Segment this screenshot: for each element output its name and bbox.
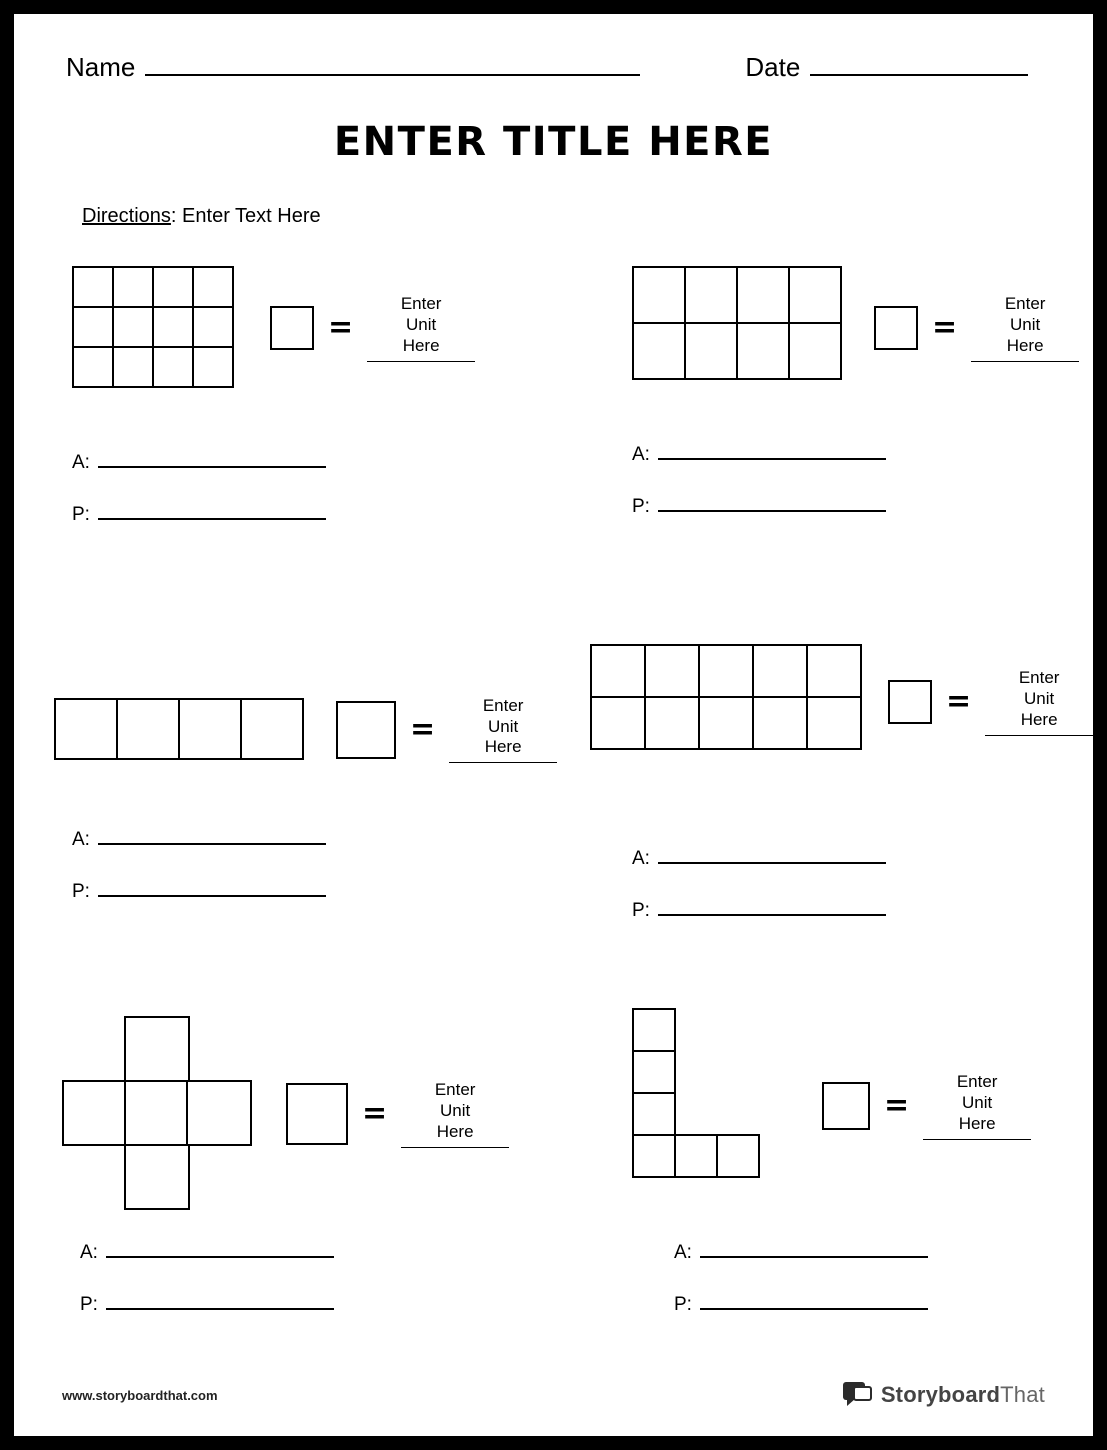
unit-line-1: Enter bbox=[956, 1072, 998, 1092]
grid-cell bbox=[124, 1144, 190, 1210]
problem-2-figure-row bbox=[632, 266, 1079, 390]
grid-cell bbox=[590, 644, 646, 698]
grid-cell bbox=[112, 306, 154, 348]
unit-line-1: Enter bbox=[1004, 294, 1046, 314]
grid-cell bbox=[54, 698, 118, 760]
equals-sign: = bbox=[362, 1096, 388, 1131]
perimeter-label: P: bbox=[632, 496, 650, 517]
unit-line-1: Enter bbox=[1018, 668, 1060, 688]
problem-6-figure-row bbox=[632, 1008, 1031, 1204]
grid-cell bbox=[716, 1134, 760, 1178]
problem-6 bbox=[632, 1008, 1031, 1316]
worksheet-sheet bbox=[14, 14, 1093, 1436]
name-input-line[interactable] bbox=[145, 52, 640, 76]
problem-3 bbox=[54, 696, 557, 903]
problem-4 bbox=[590, 644, 1093, 922]
unit-line-2: Unit bbox=[488, 716, 519, 736]
grid-cell bbox=[72, 306, 114, 348]
unit-line-3: Here bbox=[436, 1121, 474, 1141]
area-input-line[interactable] bbox=[658, 440, 886, 460]
grid-cell bbox=[806, 644, 862, 698]
problem-2 bbox=[632, 266, 1079, 518]
grid-cell bbox=[752, 644, 808, 698]
grid-cell bbox=[632, 266, 686, 324]
perimeter-input-line[interactable] bbox=[700, 1290, 928, 1310]
problem-1-answers bbox=[72, 448, 475, 526]
speech-bubble-icon bbox=[843, 1382, 873, 1408]
grid-cell bbox=[116, 698, 180, 760]
equals-sign: = bbox=[884, 1088, 910, 1123]
problem-6-shape bbox=[632, 1008, 760, 1204]
grid-cell bbox=[788, 322, 842, 380]
date-label: Date bbox=[745, 52, 801, 82]
page-title: ENTER TITLE HERE bbox=[333, 119, 774, 165]
problem-2-shape bbox=[632, 266, 848, 390]
area-input-line[interactable] bbox=[98, 825, 326, 845]
directions-separator: : bbox=[170, 205, 183, 227]
website-url[interactable]: www.storyboardthat.com bbox=[62, 1387, 218, 1403]
grid-cell bbox=[752, 696, 808, 750]
area-label: A: bbox=[72, 452, 90, 473]
problem-4-perimeter-line bbox=[632, 896, 1093, 922]
grid-cell bbox=[62, 1080, 128, 1146]
problem-1-figure-row bbox=[72, 266, 475, 390]
area-label: A: bbox=[80, 1242, 98, 1263]
problem-4-area-line bbox=[632, 844, 1093, 870]
grid-cell bbox=[240, 698, 304, 760]
area-input-line[interactable] bbox=[658, 844, 886, 864]
perimeter-label: P: bbox=[632, 900, 650, 921]
grid-cell bbox=[192, 306, 234, 348]
unit-line-3: Here bbox=[1006, 335, 1044, 355]
problem-5-figure-row bbox=[62, 1016, 509, 1212]
grid-cell bbox=[124, 1016, 190, 1082]
equals-sign: = bbox=[932, 310, 958, 345]
grid-cell bbox=[72, 266, 114, 308]
problem-1-unit-label[interactable] bbox=[367, 294, 475, 361]
problem-3-answers bbox=[72, 825, 557, 903]
perimeter-label: P: bbox=[72, 881, 90, 903]
grid-cell bbox=[698, 644, 754, 698]
area-label: A: bbox=[632, 444, 650, 465]
grid-cell bbox=[192, 346, 234, 388]
equals-sign: = bbox=[328, 310, 354, 345]
problem-6-answers bbox=[674, 1238, 1031, 1316]
brand-name-bold: Storyboard bbox=[880, 1382, 1001, 1407]
area-label: A: bbox=[632, 848, 650, 869]
problem-4-shape bbox=[590, 644, 862, 760]
problem-5-perimeter-line bbox=[80, 1290, 509, 1316]
footer bbox=[62, 1382, 1045, 1408]
perimeter-label: P: bbox=[72, 504, 90, 525]
problem-3-area-line bbox=[72, 825, 557, 851]
area-label: A: bbox=[72, 829, 90, 851]
problem-2-area-line bbox=[632, 440, 1079, 466]
directions-text: Enter Text Here bbox=[182, 205, 321, 227]
perimeter-input-line[interactable] bbox=[106, 1290, 334, 1310]
problem-5-unit-box[interactable] bbox=[286, 1083, 348, 1145]
grid-cell bbox=[124, 1080, 190, 1146]
unit-line-3: Here bbox=[402, 335, 440, 355]
grid-cell bbox=[632, 322, 686, 380]
perimeter-input-line[interactable] bbox=[658, 896, 886, 916]
unit-line-1: Enter bbox=[434, 1080, 476, 1100]
grid-cell bbox=[72, 346, 114, 388]
grid-cell bbox=[684, 266, 738, 324]
grid-cell bbox=[806, 696, 862, 750]
grid-cell bbox=[684, 322, 738, 380]
problems-container bbox=[62, 256, 1060, 1316]
problem-1-area-line bbox=[72, 448, 475, 474]
unit-line-3: Here bbox=[1020, 709, 1058, 729]
header-row bbox=[62, 52, 1045, 83]
problem-4-unit-box[interactable] bbox=[888, 680, 932, 724]
problem-5-area-line bbox=[80, 1238, 509, 1264]
grid-cell bbox=[698, 696, 754, 750]
grid-cell bbox=[632, 1008, 676, 1052]
problem-6-unit-box[interactable] bbox=[822, 1082, 870, 1130]
area-input-line[interactable] bbox=[700, 1238, 928, 1258]
problem-3-perimeter-line bbox=[72, 877, 557, 903]
problem-3-unit-box[interactable] bbox=[336, 701, 396, 759]
grid-cell bbox=[152, 306, 194, 348]
problem-4-figure-row bbox=[590, 644, 1093, 760]
grid-cell bbox=[590, 696, 646, 750]
unit-line-1: Enter bbox=[400, 294, 442, 314]
grid-cell bbox=[632, 1050, 676, 1094]
problem-5-unit-label[interactable] bbox=[401, 1080, 509, 1147]
unit-line-2: Unit bbox=[1010, 315, 1041, 335]
area-input-line[interactable] bbox=[98, 448, 326, 468]
grid-cell bbox=[632, 1092, 676, 1136]
problem-1-unit-box[interactable] bbox=[270, 306, 314, 350]
grid-cell bbox=[112, 346, 154, 388]
grid-cell bbox=[192, 266, 234, 308]
grid-cell bbox=[644, 644, 700, 698]
problem-4-unit-label[interactable] bbox=[985, 668, 1093, 735]
grid-cell bbox=[152, 266, 194, 308]
perimeter-input-line[interactable] bbox=[98, 500, 326, 520]
problem-2-unit-box[interactable] bbox=[874, 306, 918, 350]
brand-name-thin: That bbox=[1000, 1382, 1045, 1407]
unit-line-2: Unit bbox=[440, 1101, 471, 1121]
grid-cell bbox=[112, 266, 154, 308]
grid-cell bbox=[186, 1080, 252, 1146]
perimeter-label: P: bbox=[674, 1294, 692, 1315]
name-label: Name bbox=[66, 52, 136, 82]
grid-cell bbox=[736, 266, 790, 324]
grid-cell bbox=[152, 346, 194, 388]
unit-line-2: Unit bbox=[406, 315, 437, 335]
area-input-line[interactable] bbox=[106, 1238, 334, 1258]
perimeter-input-line[interactable] bbox=[658, 492, 886, 512]
unit-line-3: Here bbox=[484, 737, 522, 757]
problem-1 bbox=[72, 266, 475, 526]
problem-1-shape bbox=[72, 266, 238, 390]
problem-1-perimeter-line bbox=[72, 500, 475, 526]
problem-2-unit-label[interactable] bbox=[971, 294, 1079, 361]
equals-sign: = bbox=[410, 711, 436, 747]
directions bbox=[62, 205, 1045, 228]
problem-3-figure-row bbox=[54, 696, 557, 763]
grid-cell bbox=[788, 266, 842, 324]
problem-6-area-line bbox=[674, 1238, 1031, 1264]
problem-6-perimeter-line bbox=[674, 1290, 1031, 1316]
grid-cell bbox=[632, 1134, 676, 1178]
problem-5 bbox=[62, 1016, 509, 1316]
problem-5-answers bbox=[80, 1238, 509, 1316]
equals-sign: = bbox=[946, 684, 972, 719]
directions-label: Directions bbox=[82, 205, 171, 227]
problem-6-unit-label[interactable] bbox=[923, 1072, 1031, 1139]
perimeter-input-line[interactable] bbox=[98, 877, 326, 897]
grid-cell bbox=[178, 698, 242, 760]
brand-name bbox=[881, 1382, 1045, 1408]
grid-cell bbox=[674, 1134, 718, 1178]
problem-2-perimeter-line bbox=[632, 492, 1079, 518]
problem-3-unit-label[interactable] bbox=[449, 696, 557, 763]
date-input-line[interactable] bbox=[810, 52, 1028, 76]
unit-line-3: Here bbox=[958, 1113, 996, 1133]
grid-cell bbox=[644, 696, 700, 750]
problem-3-shape bbox=[54, 698, 306, 762]
grid-cell bbox=[736, 322, 790, 380]
unit-line-2: Unit bbox=[962, 1093, 993, 1113]
unit-line-1: Enter bbox=[482, 696, 524, 715]
perimeter-label: P: bbox=[80, 1294, 98, 1315]
problem-4-answers bbox=[632, 844, 1093, 922]
area-label: A: bbox=[674, 1242, 692, 1263]
unit-line-2: Unit bbox=[1024, 689, 1055, 709]
problem-2-answers bbox=[632, 440, 1079, 518]
brand-logo bbox=[843, 1382, 1045, 1408]
problem-5-shape bbox=[62, 1016, 258, 1212]
